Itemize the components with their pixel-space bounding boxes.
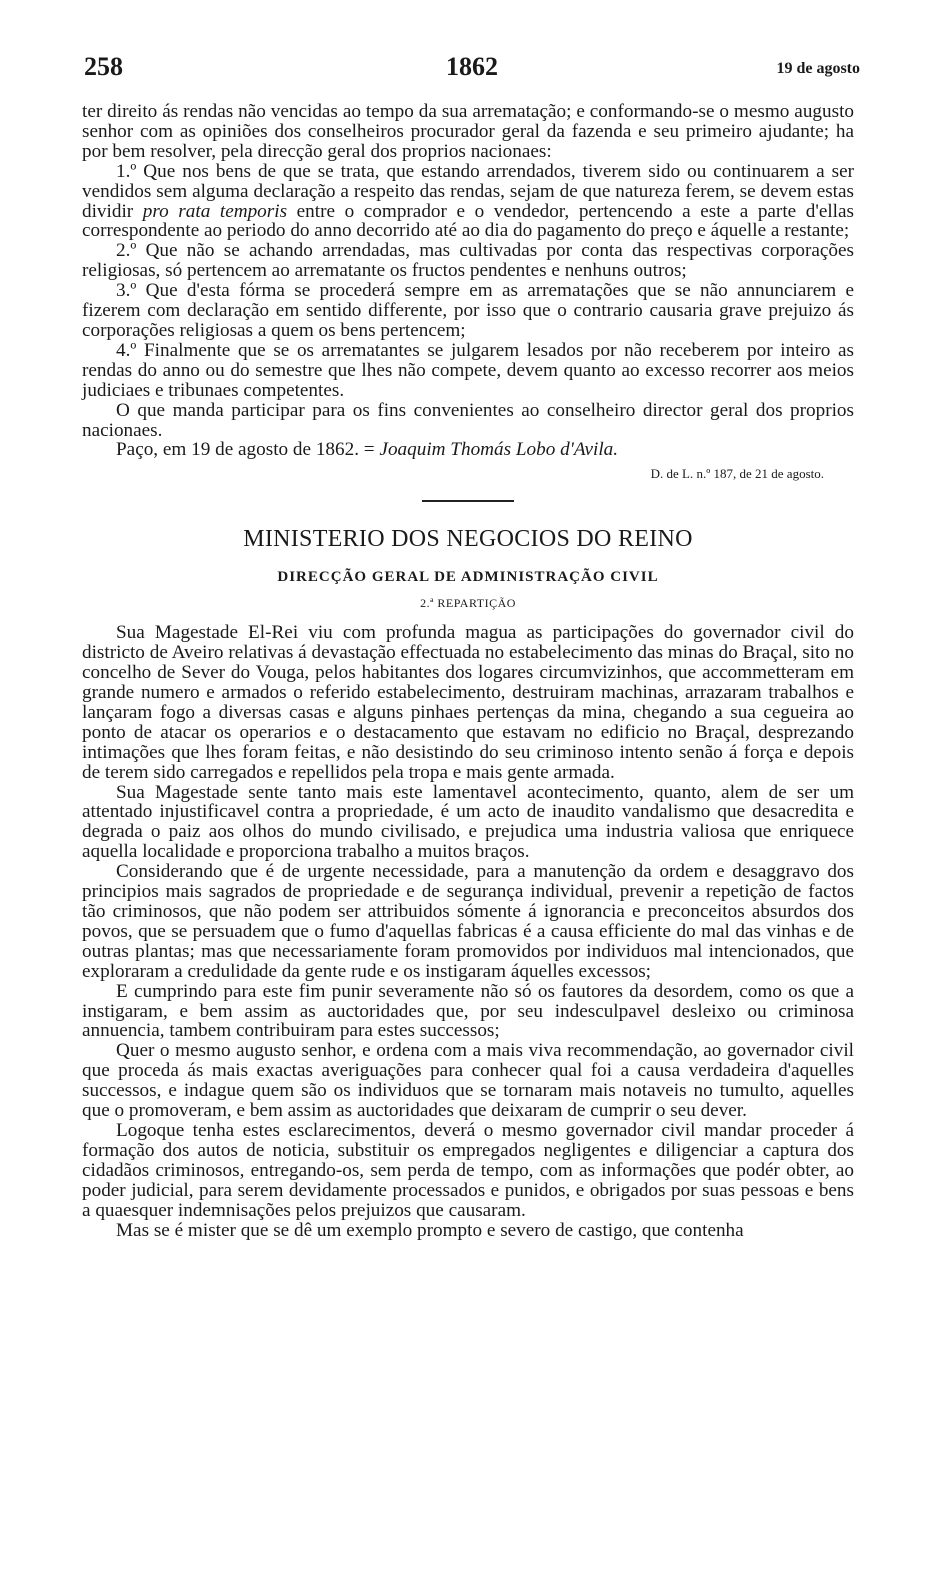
reparticao-heading: 2.ª REPARTIÇÃO <box>420 596 516 611</box>
page-number: 258 <box>84 52 123 81</box>
source-citation: D. de L. n.º 187, de 21 de agosto. <box>650 466 824 482</box>
document-body <box>82 102 854 1240</box>
direccao-heading: DIRECÇÃO GERAL DE ADMINISTRAÇÃO CIVIL <box>277 569 659 586</box>
closing-paragraph: O que manda participar para os fins convenientes ao conselheiro director geral dos proprios nacionaes. <box>82 399 854 441</box>
body-paragraph: Considerando que é de urgente necessidade, para a manutenção da ordem e desaggravo dos principios mais sagrados de propriedade e de segurança individual, prevenir a repetição de factos tão criminosos, que não podem ser attribuidos sómente á ignorancia e preconceitos absurdos dos povos, que se persuadem que o fumo d'aquellas fabricas é a causa efficiente do mal das vinhas e de outras plantas; mas que necessariamente foram promovidos por individuos mal intencionados, que exploraram a credulidade da gente rude e os instigaram áquelles excessos; <box>82 861 854 982</box>
body-paragraph: E cumprindo para este fim punir severamente não só os fautores da desordem, como os que a instigaram, e bem assim as auctoridades que, por seu indesculpavel desleixo ou criminosa annuencia, tambem contribuiram para estes successos; <box>82 980 854 1042</box>
page-header <box>82 52 862 92</box>
item-4: 4.º Finalmente que se os arrematantes se julgarem lesados por não receberem por inteiro as rendas do anno ou do semestre que lhes não compete, devem quanto ao excesso recorrer aos meios judiciaes e tribunaes competentes. <box>82 339 854 401</box>
intro-paragraph: ter direito ás rendas não vencidas ao tempo da sua arrematação; e conformando-se o mesmo augusto senhor com as opiniões dos conselheiros procurador geral da fazenda e seu primeiro ajudante; ha por bem resolver, pela direcção geral dos proprios nacionaes: <box>82 101 854 162</box>
item-2: 2.º Que não se achando arrendadas, mas cultivadas por conta das respectivas corporações religiosas, só pertencem ao arrematante os fructos pendentes e nenhuns outros; <box>82 240 854 282</box>
item-1: 1.º Que nos bens de que se trata, que estando arrendados, tiverem sido ou continuarem a ser vendidos sem alguma declaração a respeito das rendas, sejam de que natureza ferem, se devem estas dividir pro rata temporis entre o comprador e o vendedor, pertencendo a este a parte d'ellas correspondente ao periodo do anno decorrido até ao dia do pagamento do preço e áquelle a restante; <box>82 160 854 242</box>
page-date: 19 de agosto <box>776 60 860 77</box>
signoff: Paço, em 19 de agosto de 1862. = Joaquim Thomás Lobo d'Avila. <box>116 439 619 461</box>
body-paragraph: Sua Magestade El-Rei viu com profunda magua as participações do governador civil do districto de Aveiro relativas á devastação effectuada no estabelecimento das minas do Braçal, sito no concelho de Sever do Vouga, pelos habitantes dos logares circumvizinhos, que accommetteram em grande numero e armados o referido estabelecimento, destruiram machinas, arrazaram trabalhos e lançaram fogo a diversas casas e alguns pinhaes pertenças da mina, chegando a sua cegueira ao ponto de atacar os operarios e o destacamento que estavam no edificio no Braçal, desprezando intimações que lhes foram feitas, e não desistindo do seu criminoso intento senão á força e depois de terem sido carregados e repellidos pela tropa e mais gente armada. <box>82 622 854 783</box>
item-3: 3.º Que d'esta fórma se procederá sempre em as arrematações que se não annunciarem e fizerem com declaração em sentido differente, por isso que o contrario causaria grave prejuizo ás corporações religiosas a quem os bens pertencem; <box>82 280 854 341</box>
body-paragraph: Mas se é mister que se dê um exemplo prompto e severo de castigo, que contenha <box>116 1219 744 1241</box>
body-paragraph: Quer o mesmo augusto senhor, e ordena com a mais viva recommendação, ao governador civil que proceda ás mais exactas averiguações para conhecer qual foi a causa verdadeira d'aquelles successos, e indague quem são os individuos que se tornaram mais notaveis no tumulto, aquelles que o promoveram, e bem assim as auctoridades que deixaram de cumprir o seu dever. <box>82 1040 854 1122</box>
body-paragraph: Sua Magestade sente tanto mais este lamentavel acontecimento, quanto, alem de ser um attentado injustificavel contra a propriedade, é um acto de inaudito vandalismo que desacredita e degrada o paiz aos olhos do mundo civilisado, e prejudica uma industria valiosa que enriquece aquella localidade e proporciona trabalho a muitos braços. <box>82 781 854 863</box>
ministry-heading: MINISTERIO DOS NEGOCIOS DO REINO <box>243 526 693 553</box>
page-year: 1862 <box>446 52 498 81</box>
section-divider <box>422 500 514 502</box>
body-paragraph: Logoque tenha estes esclarecimentos, deverá o mesmo governador civil mandar proceder á formação dos autos de noticia, substituir os empregados negligentes e diligenciar a captura dos cidadãos criminosos, entregando-os, sem perda de tempo, com as informações que podér obter, ao poder judicial, para serem devidamente processados e punidos, e obrigados por suas pessoas e bens a quaesquer indemnisações pelos prejuizos que causaram. <box>82 1119 854 1221</box>
